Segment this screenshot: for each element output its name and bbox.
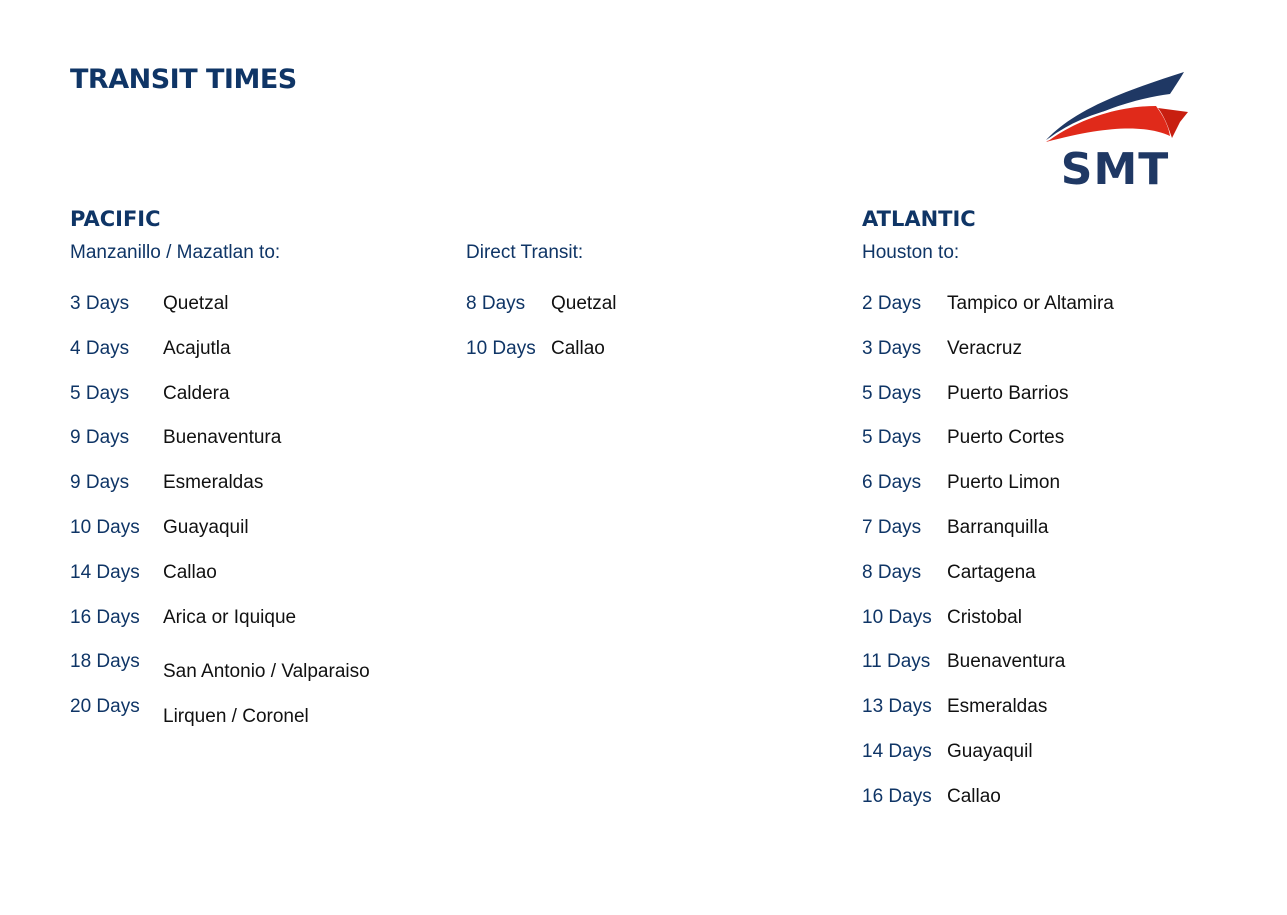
transit-days: 10 Days (862, 607, 932, 628)
transit-days: 5 Days (862, 383, 922, 404)
destination-port: Guayaquil (947, 741, 1033, 762)
destination-port: Lirquen / Coronel (163, 706, 309, 727)
transit-days: 8 Days (862, 562, 922, 583)
transit-days: 11 Days (862, 651, 931, 672)
destination-port: Quetzal (163, 293, 229, 314)
destination-port: Acajutla (163, 338, 231, 359)
transit-days: 2 Days (862, 293, 922, 314)
atlantic-origin: Houston to: (862, 242, 960, 263)
transit-days: 9 Days (70, 472, 130, 493)
transit-days: 13 Days (862, 696, 932, 717)
transit-days: 6 Days (862, 472, 922, 493)
transit-days: 14 Days (862, 741, 932, 762)
destination-port: Callao (551, 338, 605, 359)
destination-port: Puerto Cortes (947, 427, 1065, 448)
destination-port: Puerto Barrios (947, 383, 1069, 404)
direct-transit-label: Direct Transit: (466, 242, 584, 263)
transit-days: 7 Days (862, 517, 922, 538)
destination-port: Buenaventura (947, 651, 1066, 672)
destination-port: Buenaventura (163, 427, 282, 448)
transit-days: 10 Days (70, 517, 140, 538)
destination-port: Quetzal (551, 293, 617, 314)
destination-port: Callao (163, 562, 217, 583)
destination-port: Puerto Limon (947, 472, 1061, 493)
transit-days: 5 Days (70, 383, 130, 404)
destination-port: Esmeraldas (163, 472, 264, 493)
destination-port: Tampico or Altamira (947, 293, 1114, 314)
smt-logo (1040, 68, 1190, 203)
transit-days: 10 Days (466, 338, 536, 359)
destination-port: Esmeraldas (947, 696, 1048, 717)
destination-port: Cristobal (947, 607, 1022, 628)
destination-port: Barranquilla (947, 517, 1049, 538)
destination-port: Guayaquil (163, 517, 249, 538)
transit-days: 14 Days (70, 562, 140, 583)
transit-days: 20 Days (70, 696, 140, 717)
transit-days: 18 Days (70, 651, 140, 672)
transit-days: 16 Days (70, 607, 140, 628)
page-title: TRANSIT TIMES (70, 64, 297, 95)
atlantic-heading: ATLANTIC (862, 207, 976, 231)
transit-days: 3 Days (70, 293, 130, 314)
destination-port: Callao (947, 786, 1001, 807)
pacific-heading: PACIFIC (70, 207, 161, 231)
flag-swoosh-icon (1040, 68, 1190, 148)
destination-port: Caldera (163, 383, 230, 404)
logo-text: SMT (1060, 144, 1170, 195)
destination-port: Cartagena (947, 562, 1036, 583)
destination-port: San Antonio / Valparaiso (163, 661, 370, 682)
transit-days: 3 Days (862, 338, 922, 359)
transit-days: 9 Days (70, 427, 130, 448)
transit-days: 5 Days (862, 427, 922, 448)
transit-days: 4 Days (70, 338, 130, 359)
destination-port: Veracruz (947, 338, 1022, 359)
pacific-origin: Manzanillo / Mazatlan to: (70, 242, 281, 263)
transit-days: 8 Days (466, 293, 526, 314)
transit-days: 16 Days (862, 786, 932, 807)
destination-port: Arica or Iquique (163, 607, 297, 628)
